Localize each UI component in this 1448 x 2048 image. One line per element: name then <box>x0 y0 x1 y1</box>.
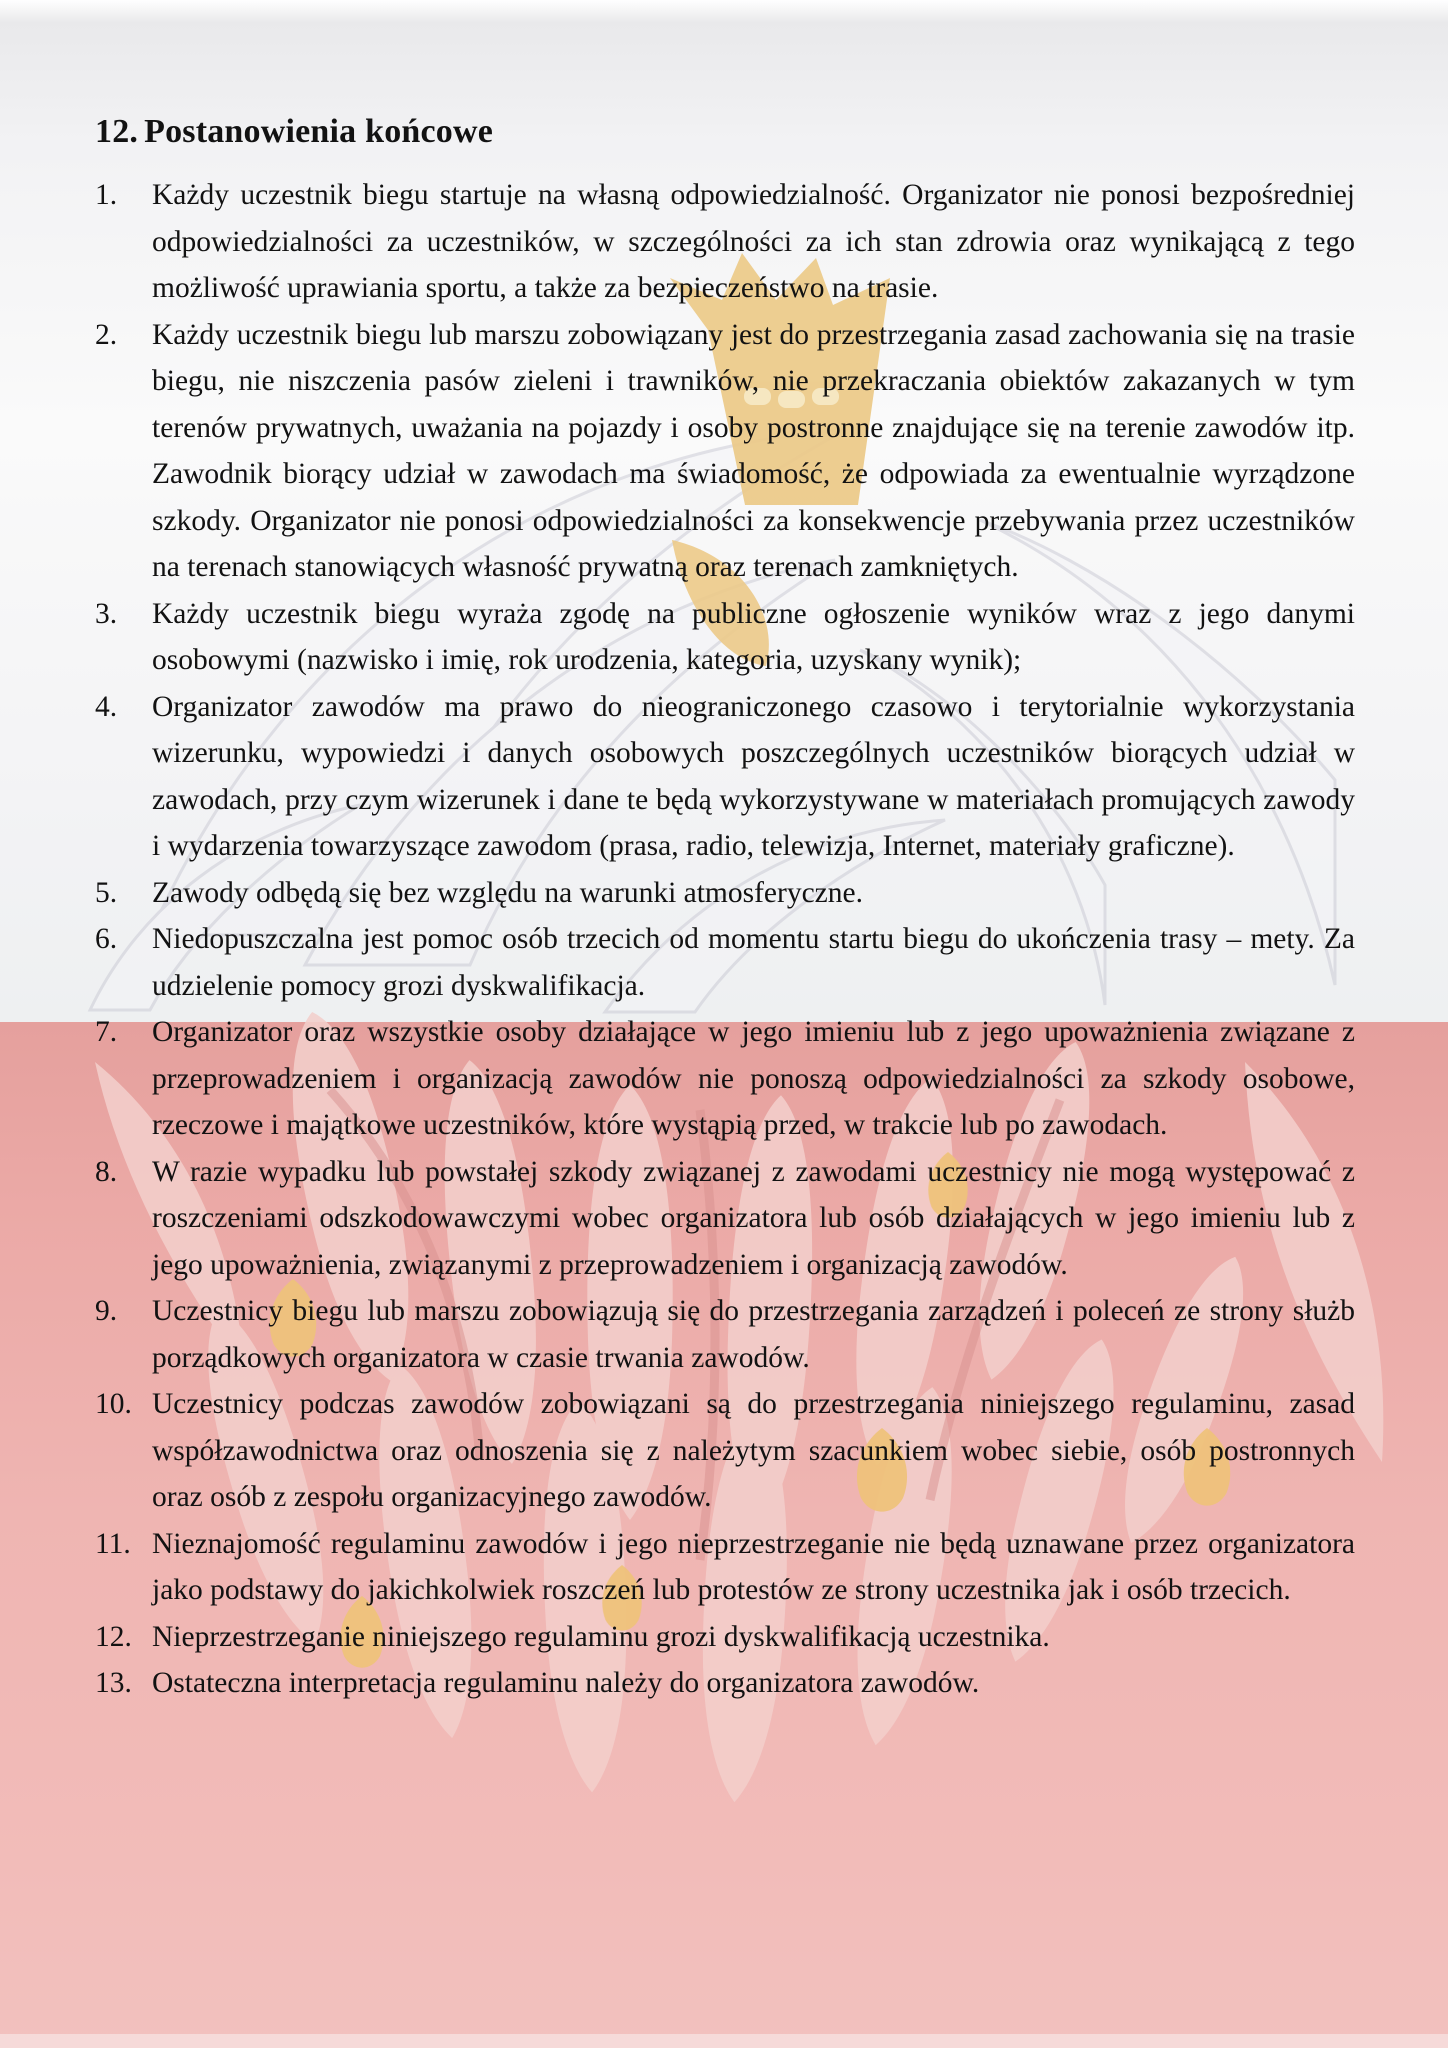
list-item-number: 1. <box>95 179 118 211</box>
page-bottom-edge <box>0 2034 1448 2048</box>
list-item <box>95 1381 1355 1521</box>
list-item-text: Nieprzestrzeganie niniejszego regulaminu grozi dyskwalifikacją uczestnika. <box>152 1620 1050 1653</box>
list-item-text: W razie wypadku lub powstałej szkody związanej z zawodami uczestnicy nie mogą występować z roszczeniami odszkodowawczymi wobec organizatora lub osób działających w jego imieniu lub z jego upoważnienia, związanymi z przeprowadzeniem i organizacją zawodów. <box>152 1155 1355 1281</box>
list-item-text: Niedopuszczalna jest pomoc osób trzecich od momentu startu biegu do ukończenia trasy – mety. Za udzielenie pomocy grozi dyskwalifikacja. <box>152 923 1355 1002</box>
list-item-number: 12. <box>95 1620 132 1653</box>
list-item <box>95 870 1355 917</box>
list-item-number: 9. <box>95 1295 118 1327</box>
list-item <box>95 1149 1355 1289</box>
list-item <box>95 1288 1355 1381</box>
list-item-number: 3. <box>95 597 118 630</box>
list-item <box>95 172 1355 312</box>
list-item-number: 11. <box>95 1527 131 1560</box>
list-item-text: Nieznajomość regulaminu zawodów i jego nieprzestrzeganie nie będą uznawane przez organizatora jako podstawy do jakichkolwiek roszczeń lub protestów ze strony uczestnika jak i osób trzecich. <box>152 1527 1355 1606</box>
list-item-number: 6. <box>95 923 118 955</box>
list-item-text: Organizator zawodów ma prawo do nieograniczonego czasowo i terytorialnie wykorzystania wizerunku, wypowiedzi i danych osobowych poszczególnych uczestników biorących udział w zawodach, przy czym wizerunek i dane te będą wykorzystywane w materiałach promujących zawody i wydarzenia towarzyszące zawodom (prasa, radio, telewizja, Internet, materiały graficzne). <box>152 690 1355 862</box>
list-item-text: Każdy uczestnik biegu lub marszu zobowiązany jest do przestrzegania zasad zachowania się na trasie biegu, nie niszczenia pasów zieleni i trawników, nie przekraczania obiektów zakazanych w tym terenów prywatnych, uważania na pojazdy i osoby postronne znajdujące się na terenie zawodów itp. Zawodnik biorący udział w zawodach ma świadomość, że odpowiada za ewentualnie wyrządzone szkody. Organizator nie ponosi odpowiedzialności za konsekwencje przebywania przez uczestników na terenach stanowiących własność prywatną oraz terenach zamkniętych. <box>152 318 1355 583</box>
list-item <box>95 684 1355 870</box>
list-item <box>95 1521 1355 1614</box>
section-heading <box>0 0 1448 152</box>
list-item-text: Każdy uczestnik biegu startuje na własną odpowiedzialność. Organizator nie ponosi bezpośredniej odpowiedzialności za uczestników, w szczególności za ich stan zdrowia oraz wynikającą z tego możliwość uprawiania sportu, a także za bezpieczeństwo na trasie. <box>152 179 1355 304</box>
list-item <box>95 312 1355 591</box>
list-item-text: Uczestnicy biegu lub marszu zobowiązują się do przestrzegania zarządzeń i poleceń ze strony służb porządkowych organizatora w czasie trwania zawodów. <box>152 1295 1355 1374</box>
list-item-text: Organizator oraz wszystkie osoby działające w jego imieniu lub z jego upoważnienia związane z przeprowadzeniem i organizacją zawodów nie ponoszą odpowiedzialności za szkody osobowe, rzeczowe i majątkowe uczestników, które wystąpią przed, w trakcie lub po zawodach. <box>152 1016 1355 1141</box>
list-item-text: Zawody odbędą się bez względu na warunki atmosferyczne. <box>152 876 863 909</box>
list-item <box>95 591 1355 684</box>
list-item <box>95 1614 1355 1661</box>
section-number: 12. <box>95 113 139 150</box>
list-item-number: 5. <box>95 876 118 909</box>
list-item-number: 7. <box>95 1016 118 1048</box>
list-item-number: 13. <box>95 1667 132 1699</box>
list-item <box>95 1009 1355 1149</box>
list-item <box>95 1660 1355 1707</box>
list-item-number: 10. <box>95 1388 132 1420</box>
regulations-list <box>0 172 1448 1707</box>
list-item-number: 2. <box>95 318 118 351</box>
list-item-text: Każdy uczestnik biegu wyraża zgodę na publiczne ogłoszenie wyników wraz z jego danymi osobowymi (nazwisko i imię, rok urodzenia, kategoria, uzyskany wynik); <box>152 597 1355 676</box>
list-item-number: 4. <box>95 690 118 723</box>
section-title: Postanowienia końcowe <box>144 113 494 150</box>
list-item <box>95 916 1355 1009</box>
list-item-text: Ostateczna interpretacja regulaminu należy do organizatora zawodów. <box>152 1667 980 1699</box>
list-item-text: Uczestnicy podczas zawodów zobowiązani są do przestrzegania niniejszego regulaminu, zasad współzawodnictwa oraz odnoszenia się z należytym szacunkiem wobec siebie, osób postronnych oraz osób z zespołu organizacyjnego zawodów. <box>152 1388 1355 1513</box>
list-item-number: 8. <box>95 1155 118 1188</box>
